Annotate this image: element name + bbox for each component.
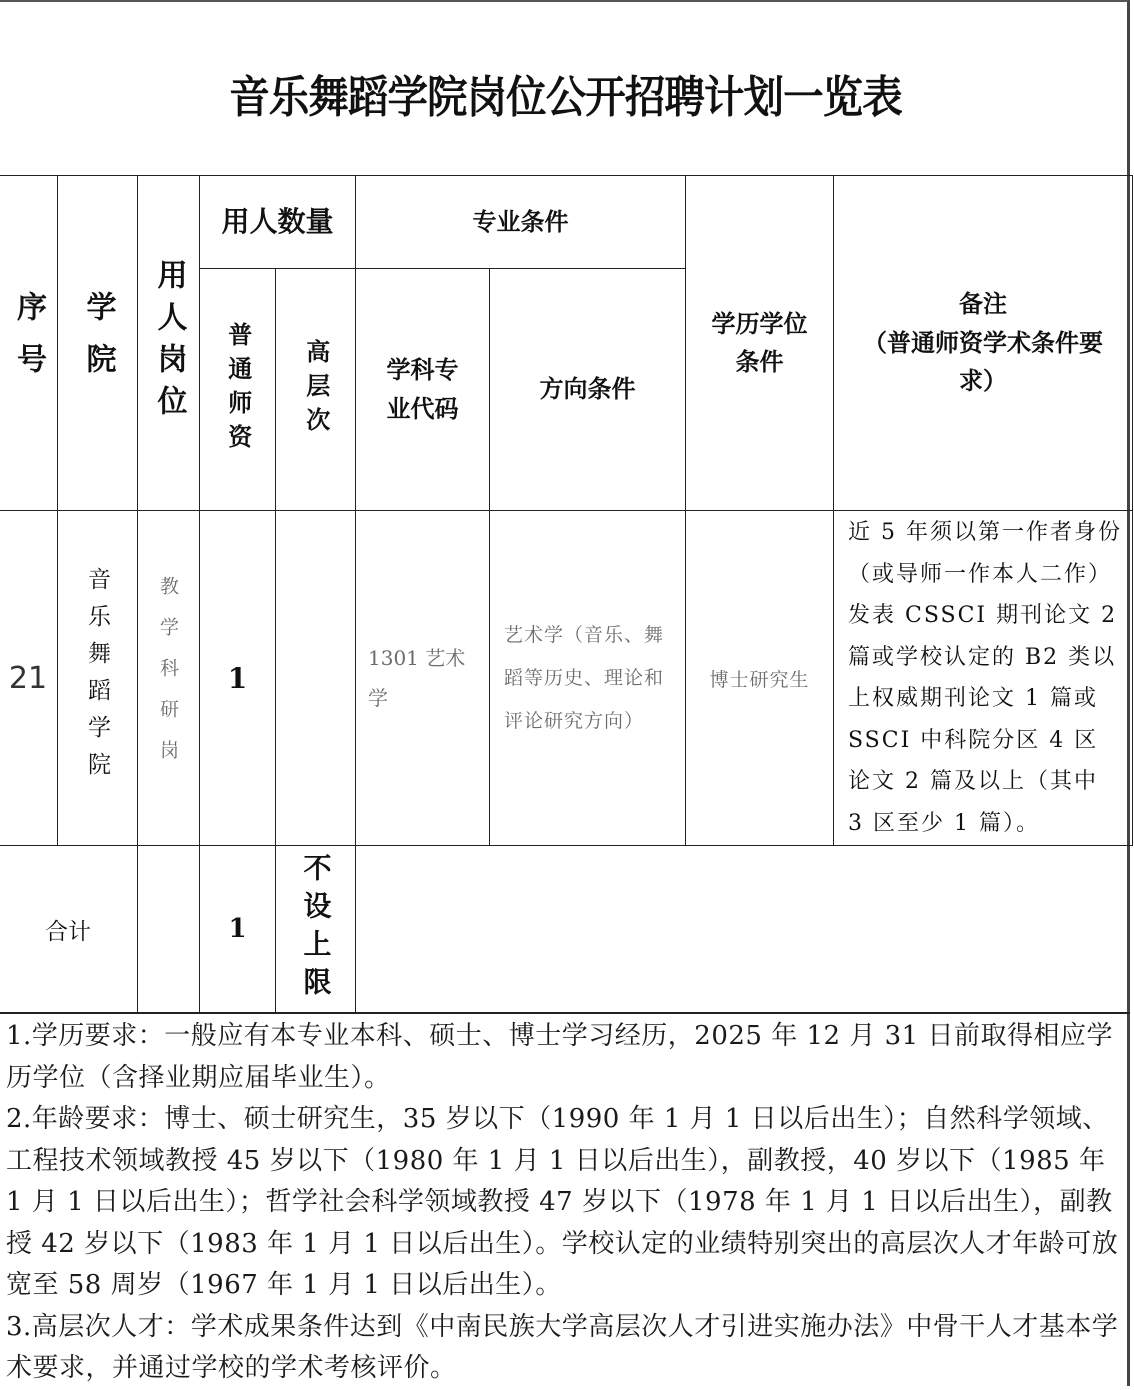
header-seq — [0, 175, 58, 511]
header-headcount-group — [199, 175, 356, 269]
header-direction — [489, 268, 686, 511]
row-headcount-regular — [199, 510, 276, 846]
note-item: 3.高层次人才：学术成果条件达到《中南民族大学高层次人才引进实施办法》中骨干人才基本学术要求，并通过学校的学术考核评价。 — [6, 1311, 1119, 1383]
header-major-group — [355, 175, 686, 269]
row-remarks-value: 近 5 年须以第一作者身份（或导师一作本人二作）发表 CSSCI 期刊论文 2 篇或学校认定的 B2 类以上权威期刊论文 1 篇或 SSCI 中科院分区 4 区论文 2 篇及以上（其中 3 区至少 1 篇）。 — [848, 520, 1122, 836]
total-label: 合计 — [45, 918, 91, 945]
header-remarks — [833, 175, 1133, 511]
row-headcount-high — [275, 510, 356, 846]
row-degree-value: 博士研究生 — [709, 668, 810, 691]
row-position — [137, 510, 200, 846]
total-headcount-regular — [199, 845, 276, 1013]
header-headcount-high-label: 高层次 — [301, 338, 330, 441]
header-college-label: 学院 — [80, 291, 116, 395]
title-area — [0, 2, 1130, 175]
total-headcount-high — [275, 845, 356, 1013]
header-direction-label: 方向条件 — [539, 375, 636, 404]
total-label-cell — [0, 845, 138, 1013]
header-headcount-regular-label: 普通师资 — [223, 321, 252, 458]
total-headcount-high-value: 不设上限 — [299, 853, 333, 1005]
row-discipline-code-value: 1301 艺术学 — [368, 646, 466, 710]
header-position — [137, 175, 200, 511]
header-major-label: 专业条件 — [472, 207, 569, 236]
total-headcount-regular-value: 1 — [228, 914, 247, 944]
header-discipline-code — [355, 268, 490, 511]
note-item: 1.学历要求：一般应有本专业本科、硕士、博士学习经历，2025 年 12 月 31 日前取得相应学历学位（含择业期应届毕业生）。 — [6, 1021, 1113, 1093]
row-degree — [685, 510, 834, 846]
row-direction — [489, 510, 686, 846]
header-remarks-title: 备注 — [959, 290, 1007, 319]
header-college — [57, 175, 138, 511]
header-position-label: 用人岗位 — [151, 259, 187, 427]
header-degree-label: 学历学位条件 — [711, 309, 808, 376]
header-seq-label: 序号 — [11, 291, 46, 395]
row-seq-value: 21 — [8, 660, 48, 696]
note-item: 2.年龄要求：博士、硕士研究生，35 岁以下（1990 年 1 月 1 日以后出生）；自然科学领域、工程技术领域教授 45 岁以下（1980 年 1 月 1 日以后出生），副教授，40 岁以下（1985 年 1 月 1 日以后出生）；哲学社会科学领域教授 47 岁以下（1978 年 1 月 1 日以后出生），副教授 42 岁以下（1983 年 1 月 1 日以后出生）。学校认定的业绩特别突出的高层次人才年龄可放宽至 58 周岁（1967 年 1 月 1 日以后出生）。 — [6, 1104, 1119, 1300]
row-college — [57, 510, 138, 846]
header-headcount-label: 用人数量 — [221, 204, 334, 238]
row-position-value: 教学科研岗 — [157, 575, 179, 781]
header-headcount-high — [275, 268, 356, 511]
row-direction-value: 艺术学（音乐、舞蹈等历史、理论和评论研究方向） — [504, 623, 665, 732]
notes-section — [0, 1012, 1130, 1388]
row-college-value: 音乐舞蹈学院 — [84, 567, 110, 789]
total-position-cell — [137, 845, 200, 1013]
row-discipline-code — [355, 510, 490, 846]
header-degree — [685, 175, 834, 511]
document-title: 音乐舞蹈学院岗位公开招聘计划一览表 — [228, 71, 902, 123]
row-headcount-regular-value: 1 — [227, 661, 248, 695]
header-headcount-regular — [199, 268, 276, 511]
row-seq — [0, 510, 58, 846]
row-remarks — [833, 510, 1133, 846]
total-empty-cell — [355, 845, 1133, 1013]
header-discipline-code-label: 学科专业代码 — [386, 356, 459, 423]
header-remarks-sub: （普通师资学术条件要求） — [863, 328, 1103, 396]
